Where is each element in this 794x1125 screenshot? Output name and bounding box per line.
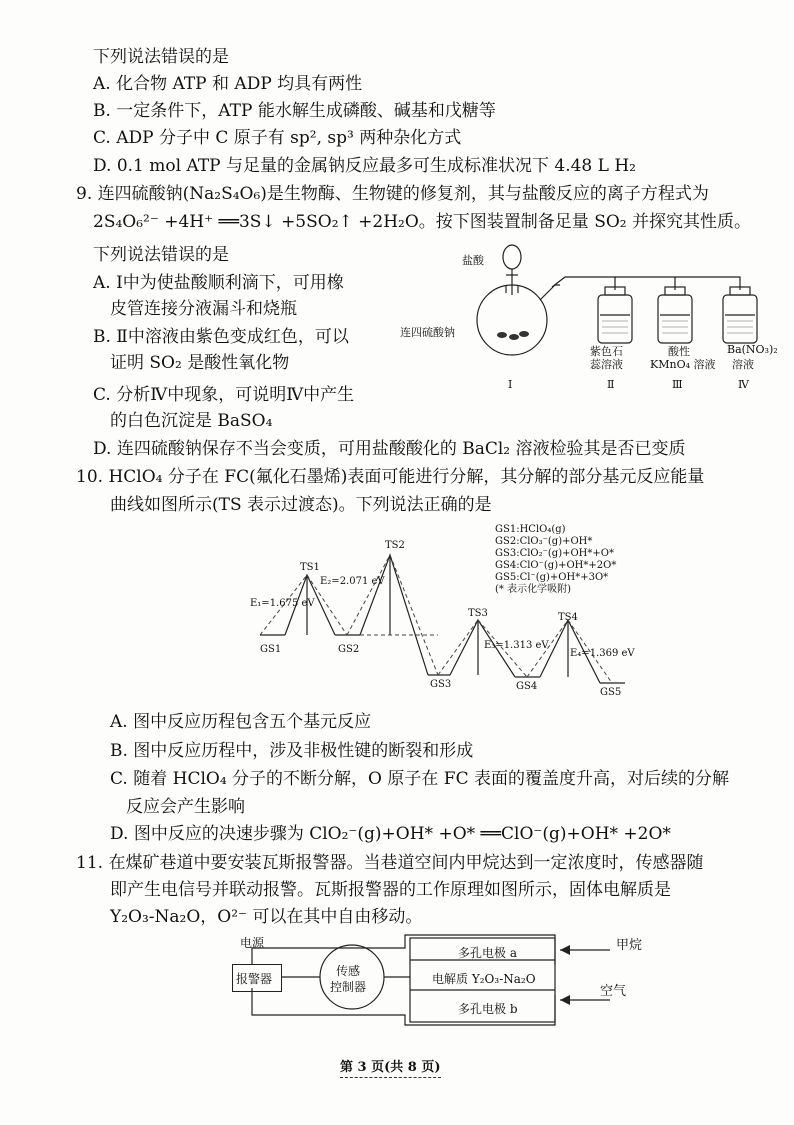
label-electrode-b: 多孔电极 b <box>458 1002 518 1016</box>
label-iv: Ⅳ <box>738 378 749 391</box>
q9-stem-1: 9. 连四硫酸钠(Na₂S₄O₆)是生物酶、生物键的修复剂，其与盐酸反应的离子方程式为 <box>76 184 709 204</box>
label-e1: E₁=1.675 eV <box>250 598 315 609</box>
legend-item: GS2:ClO₃⁻(g)+OH* <box>495 536 593 547</box>
q11-stem-3: Y₂O₃-Na₂O，O²⁻ 可以在其中自由移动。 <box>110 907 423 927</box>
label-iii: Ⅲ <box>672 378 683 391</box>
label-gs4: GS4 <box>516 681 538 692</box>
legend-item: GS5:Cl⁻(g)+OH*+3O* <box>495 572 609 583</box>
q8-option-b: B. 一定条件下，ATP 能水解生成磷酸、碱基和戊糖等 <box>93 101 496 121</box>
q9-option-d: D. 连四硫酸钠保存不当会变质，可用盐酸酸化的 BaCl₂ 溶液检验其是否已变质 <box>93 439 686 459</box>
label-sensor-2: 控制器 <box>330 980 367 994</box>
legend-item: GS3:ClO₂⁻(g)+OH*+O* <box>495 548 614 559</box>
q9-option-a1: A. Ⅰ中为使盐酸顺利滴下，可用橡 <box>93 273 344 293</box>
q8-option-a: A. 化合物 ATP 和 ADP 均具有两性 <box>93 74 363 94</box>
label-bottle3-a: 酸性 <box>668 345 690 358</box>
energy-legend <box>495 524 616 596</box>
label-bottle4-a: Ba(NO₃)₂ <box>727 343 778 356</box>
q9-stem-2: 2S₄O₆²⁻ +4H⁺ ══3S↓ +5SO₂↑ +2H₂O。按下图装置制备足量 SO₂ 并探究其性质。 <box>93 212 752 232</box>
q11-stem-1: 11. 在煤矿巷道中要安装瓦斯报警器。当巷道空间内甲烷达到一定浓度时，传感器随 <box>76 853 704 873</box>
q9-option-b2: 证明 SO₂ 是酸性氧化物 <box>110 353 290 373</box>
label-electrode-a: 多孔电极 a <box>458 946 517 960</box>
q9-stem-3: 下列说法错误的是 <box>93 245 229 265</box>
q8-option-c: C. ADP 分子中 C 原子有 sp², sp³ 两种杂化方式 <box>93 128 462 148</box>
page-footer: 第 3 页(共 8 页) <box>340 1056 441 1078</box>
legend-item: (* 表示化学吸附) <box>495 584 571 595</box>
q9-option-a2: 皮管连接分液漏斗和烧瓶 <box>110 299 297 319</box>
q9-option-b1: B. Ⅱ中溶液由紫色变成红色，可以 <box>93 327 349 347</box>
q10-stem-1: 10. HClO₄ 分子在 FC(氟化石墨烯)表面可能进行分解，其分解的部分基元反应能量 <box>76 467 705 487</box>
q10-option-c2: 反应会产生影响 <box>126 797 245 817</box>
label-bottle4-b: 溶液 <box>732 358 754 371</box>
q8-option-d: D. 0.1 mol ATP 与足量的金属钠反应最多可生成标准状况下 4.48 L H₂ <box>93 156 636 176</box>
q10-option-c1: C. 随着 HClO₄ 分子的不断分解，O 原子在 FC 表面的覆盖度升高，对后续的分解 <box>110 769 729 789</box>
q10-stem-2: 曲线如图所示(TS 表示过渡态)。下列说法正确的是 <box>110 495 492 515</box>
label-ts1: TS1 <box>300 562 320 573</box>
q10-option-a: A. 图中反应历程包含五个基元反应 <box>110 712 372 732</box>
label-bottle2-b: 蕊溶液 <box>590 358 623 371</box>
label-air: 空气 <box>600 984 627 999</box>
legend-item: GS4:ClO⁻(g)+OH*+2O* <box>495 560 617 571</box>
label-power: 电源 <box>240 936 265 950</box>
label-ts2: TS2 <box>385 540 405 551</box>
label-sensor-1: 传感 <box>336 964 361 978</box>
label-reagent: 连四硫酸钠 <box>400 326 455 339</box>
label-gs1: GS1 <box>260 644 282 655</box>
label-ts3: TS3 <box>468 608 488 619</box>
label-bottle2-a: 紫色石 <box>590 345 623 358</box>
label-gs2: GS2 <box>338 644 360 655</box>
q11-stem-2: 即产生电信号并联动报警。瓦斯报警器的工作原理如图所示，固体电解质是 <box>110 880 671 900</box>
label-gs5: GS5 <box>600 687 622 698</box>
label-alarm: 报警器 <box>236 972 273 986</box>
label-e3: E₃=1.313 eV <box>484 640 549 651</box>
legend-item: GS1:HClO₄(g) <box>495 524 566 535</box>
q10-option-b: B. 图中反应历程中，涉及非极性键的断裂和形成 <box>110 741 474 761</box>
q10-option-d: D. 图中反应的决速步骤为 ClO₂⁻(g)+OH* +O* ══ClO⁻(g)+OH* +2O* <box>110 824 671 844</box>
label-gs3: GS3 <box>430 679 452 690</box>
label-electrolyte: 电解质 Y₂O₃-Na₂O <box>432 972 536 986</box>
label-ts4: TS4 <box>558 612 578 623</box>
label-e4: E₄=1.369 eV <box>570 648 635 659</box>
q9-option-c2: 的白色沉淀是 BaSO₄ <box>110 411 273 431</box>
label-bottle3-b: KMnO₄ 溶液 <box>650 358 716 371</box>
label-hcl: 盐酸 <box>462 254 484 267</box>
label-ii: Ⅱ <box>607 378 615 391</box>
q8-stem: 下列说法错误的是 <box>93 47 229 67</box>
q9-option-c1: C. 分析Ⅳ中现象，可说明Ⅳ中产生 <box>93 385 355 405</box>
label-i: Ⅰ <box>508 378 513 391</box>
label-methane: 甲烷 <box>616 938 643 953</box>
label-e2: E₂=2.071 eV <box>320 576 385 587</box>
